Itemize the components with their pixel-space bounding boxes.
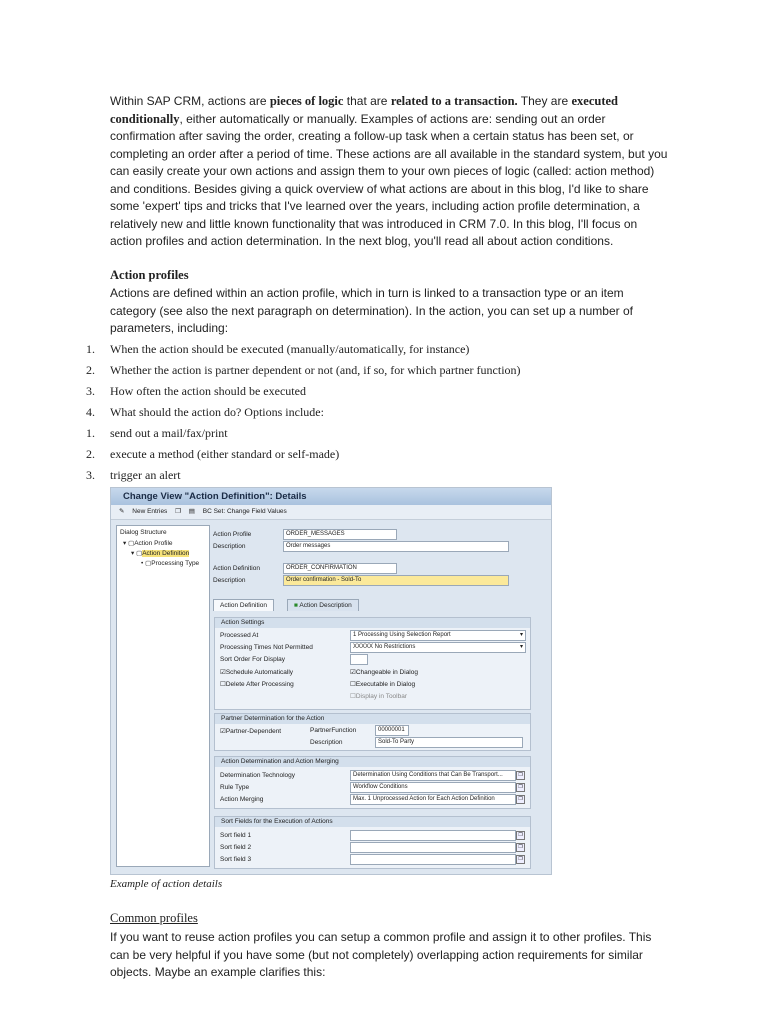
action-merging-field[interactable]: Max. 1 Unprocessed Action for Each Action Definition — [350, 794, 516, 805]
action-profile-field[interactable]: ORDER_MESSAGES — [283, 529, 397, 540]
check-icon: ■ — [294, 602, 298, 609]
display-toolbar-checkbox[interactable]: ☐Display in Toolbar — [350, 693, 408, 700]
intro-paragraph — [110, 93, 670, 251]
intro-text-2: that are — [343, 94, 391, 108]
processing-times-select[interactable]: XXXXX No Restrictions ▾ — [350, 642, 526, 653]
sort-field-1-input[interactable] — [350, 830, 516, 841]
sap-title-bar: Change View "Action Definition": Details — [111, 488, 551, 505]
action-definition-field[interactable]: ORDER_CONFIRMATION — [283, 563, 397, 574]
intro-bold-1: pieces of logic — [269, 94, 344, 108]
details-icon[interactable]: ❐ — [516, 795, 525, 804]
sort-fields-group — [214, 816, 531, 869]
tab-action-description[interactable]: ■ Action Description — [287, 599, 359, 611]
bc-set-button[interactable]: BC Set: Change Field Values — [202, 508, 287, 515]
description-field-2[interactable]: Order confirmation - Sold-To — [283, 575, 509, 586]
processed-at-select[interactable]: 1 Processing Using Selection Report ▾ — [350, 630, 526, 641]
sap-screenshot — [110, 487, 552, 875]
determination-group — [214, 756, 531, 809]
partner-dependent-checkbox[interactable]: ☑Partner-Dependent — [220, 728, 282, 735]
sort-field-2-label: Sort field 2 — [220, 844, 252, 851]
determination-heading: Action Determination and Action Merging — [215, 757, 530, 767]
intro-bold-2: related to a transaction. — [390, 94, 518, 108]
intro-bold-3: executed conditionally — [110, 94, 618, 126]
details-icon[interactable]: ❐ — [516, 783, 525, 792]
action-merging-label: Action Merging — [220, 796, 264, 803]
determination-tech-field[interactable]: Determination Using Conditions that Can Be Transport... — [350, 770, 516, 781]
sort-field-3-label: Sort field 3 — [220, 856, 252, 863]
partner-heading: Partner Determination for the Action — [215, 714, 530, 724]
details-icon[interactable]: ❐ — [516, 843, 525, 852]
rule-type-field[interactable]: Workflow Conditions — [350, 782, 516, 793]
action-settings-heading: Action Settings — [215, 618, 530, 628]
sort-order-label: Sort Order For Display — [220, 656, 286, 663]
details-icon[interactable]: ❐ — [516, 855, 525, 864]
figure-caption: Example of action details — [110, 878, 223, 890]
action-profile-label: Action Profile — [213, 531, 252, 538]
description-field[interactable]: Order messages — [283, 541, 509, 552]
tree-node-action-definition[interactable]: ▾ ▢Action Definition — [131, 550, 190, 557]
action-definition-label: Action Definition — [213, 565, 260, 572]
tree-node-action-profile[interactable]: ▾ ▢Action Profile — [123, 540, 173, 547]
action-settings-group — [214, 617, 531, 710]
description-label: Description — [213, 543, 246, 550]
sort-field-3-input[interactable] — [350, 854, 516, 865]
details-icon[interactable]: ❐ — [516, 771, 525, 780]
partner-function-label: PartnerFunction — [310, 727, 357, 734]
tree-node-processing-type[interactable]: • ▢Processing Type — [141, 560, 200, 567]
delete-after-checkbox[interactable]: ☐Delete After Processing — [220, 681, 294, 688]
determination-tech-label: Determination Technology — [220, 772, 296, 779]
processing-times-label: Processing Times Not Permitted — [220, 644, 313, 651]
intro-text-4: , either automatically or manually. Examples of actions are: sending out an order confirmation after saving the order, creating a follow-up task when a certain status has been set, or completing an order after a period of time. These actions are all available in the standard system, but you can easily create your own actions and assign them to your own pieces of logic (called: action method) and conditions. Besides giving a quick overview of what actions are about in this blog, I'd like to share some 'expert' tips and tricks that I've learned over the years, including action profile determination, a relatively new and little known functionality that was introduced in CRM 7.0. In this blog, I'll focus on action profiles and action determination. In the next blog, you'll read all about action conditions. — [110, 111, 668, 248]
new-entries-button[interactable]: New Entries — [132, 508, 168, 515]
rule-type-label: Rule Type — [220, 784, 250, 791]
copy-icon[interactable]: ❐ — [175, 508, 181, 515]
action-profiles-paragraph: Actions are defined within an action profile, which in turn is linked to a transaction type or an item category (see also the next paragraph on determination). In the action, you can set up a number of parameters, including: — [110, 286, 633, 335]
intro-text-1: Within SAP CRM, actions are — [110, 94, 270, 108]
dialog-structure-tree — [116, 525, 210, 867]
description-label-2: Description — [213, 577, 246, 584]
partner-function-field[interactable]: 00000001 — [375, 725, 409, 736]
executable-checkbox[interactable]: ☐Executable in Dialog — [350, 681, 416, 688]
changeable-checkbox[interactable]: ☑Changeable in Dialog — [350, 669, 418, 676]
common-profiles-paragraph: If you want to reuse action profiles you can setup a common profile and assign it to other profiles. This can be very helpful if you have some (but not completely) overlapping action requirements for similar objects. Maybe an example clarifies this: — [110, 930, 652, 979]
intro-text-3: They are — [517, 94, 572, 108]
action-profiles-heading: Action profiles — [110, 268, 189, 282]
sort-field-2-input[interactable] — [350, 842, 516, 853]
details-icon[interactable]: ❐ — [516, 831, 525, 840]
schedule-auto-checkbox[interactable]: ☑Schedule Automatically — [220, 669, 294, 676]
processed-at-label: Processed At — [220, 632, 259, 639]
save-icon[interactable]: ▤ — [188, 508, 195, 515]
sort-field-1-label: Sort field 1 — [220, 832, 252, 839]
partner-description-label: Description — [310, 739, 343, 746]
partner-description-field[interactable]: Sold-To Party — [375, 737, 523, 748]
partner-group — [214, 713, 531, 751]
common-profiles-heading: Common profiles — [110, 911, 198, 925]
tree-root: Dialog Structure — [120, 529, 167, 536]
tab-action-definition[interactable]: Action Definition — [213, 599, 274, 611]
sap-toolbar — [111, 505, 551, 520]
pencil-icon[interactable]: ✎ — [119, 508, 125, 515]
sort-fields-heading: Sort Fields for the Execution of Actions — [215, 817, 530, 827]
sort-order-field[interactable] — [350, 654, 368, 665]
